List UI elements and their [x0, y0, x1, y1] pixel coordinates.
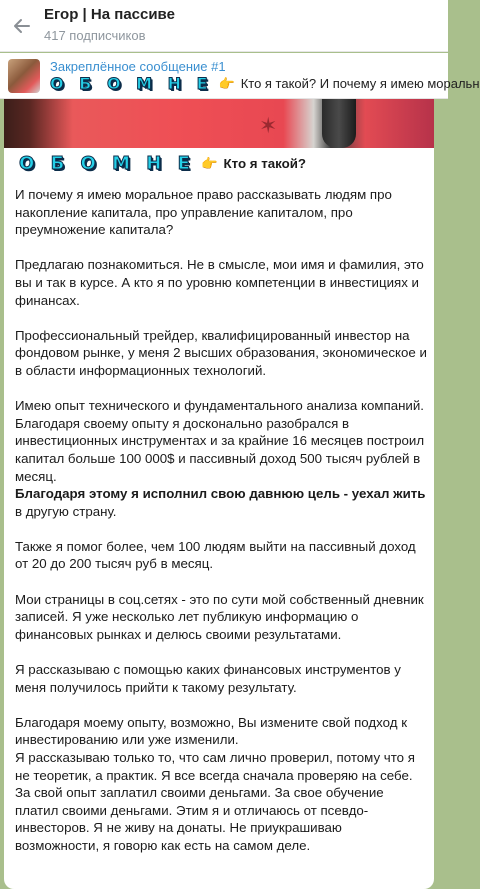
paragraph: Я рассказываю только то, что сам лично проверил, потому что я не теоретик, а практик. Я все всегда сначала проверяю на себе. За свой опыт заплатил своими деньгами. За свое обучение платил своими деньгами. Этим я и отличаюсь от псевдо-инвесторов. Я не живу на донаты. Не приукрашиваю возможности, я говорю как есть на самом деле.	[15, 750, 415, 853]
arrow-left-icon	[13, 17, 31, 35]
message-photo[interactable]	[4, 99, 434, 148]
channel-info[interactable]	[44, 6, 175, 45]
message-bubble	[4, 99, 434, 889]
paragraph: Мои страницы в соц.сетях - это по сути мой собственный дневник записей. Я уже несколько лет публикую информацию о финансовых рынках и делюсь своими результатами.	[15, 591, 424, 642]
about-me-badge: О Б О М Н Е	[50, 73, 213, 93]
pinned-preview-text: Кто я такой? И почему я имею моральн	[240, 75, 480, 91]
pinned-preview-row	[50, 75, 480, 93]
shirt-print-graphic: ✶	[259, 113, 278, 138]
channel-title: Егор | На пассиве	[44, 6, 175, 23]
pointing-hand-icon: 👉	[200, 156, 218, 172]
paragraph: Имею опыт технического и фундаментального анализа компаний. Благодаря своему опыту я досконально разобрался в инвестиционных инструментах и за крайние 16 месяцев построил капитал больше 100 000$ и пассивный доход 500 тысяч рублей в месяц.	[15, 398, 425, 484]
backpack-strap-graphic	[322, 99, 356, 148]
paragraph: Предлагаю познакомиться. Не в смысле, мои имя и фамилия, это вы и так в курсе. А кто я по уровню компетенции в инвестициях и финансах.	[15, 257, 424, 308]
paragraph: Благодаря моему опыту, возможно, Вы измените свой подход к инвестированию или уже изменили.	[15, 714, 408, 748]
intro-line	[15, 152, 429, 176]
paragraph: Также я помог более, чем 100 людям выйти на пассивный доход от 20 до 200 тысяч руб в месяц.	[15, 538, 416, 572]
paragraph: И почему я имею моральное право рассказывать людям про накопление капитала, про управление капиталом, про преумножение капитала?	[15, 187, 392, 238]
pinned-thumbnail	[8, 59, 40, 93]
paragraph: Профессиональный трейдер, квалифицированный инвестор на фондовом рынке, у меня 2 высших образования, экономическое и в области информационных технологий.	[15, 327, 427, 378]
paragraph-block	[15, 397, 429, 520]
message-text	[15, 152, 429, 855]
back-button[interactable]	[4, 0, 40, 52]
chat-header	[0, 0, 448, 52]
pinned-label: Закреплённое сообщение #1	[50, 58, 226, 74]
subscriber-count: 417 подписчиков	[44, 28, 146, 43]
intro-question: Кто я такой?	[223, 156, 307, 172]
pointing-hand-icon: 👉	[218, 75, 235, 91]
about-me-badge: О Б О М Н Е	[19, 153, 195, 175]
paragraph: Я рассказываю с помощью каких финансовых инструментов у меня получилось прийти к такому результату.	[15, 662, 401, 695]
paragraph-tail: в другую страну.	[15, 503, 117, 519]
pinned-message-bar[interactable]	[0, 53, 480, 99]
bold-sentence: Благодаря этому я исполнил свою давнюю цель - уехал жить	[15, 486, 426, 502]
